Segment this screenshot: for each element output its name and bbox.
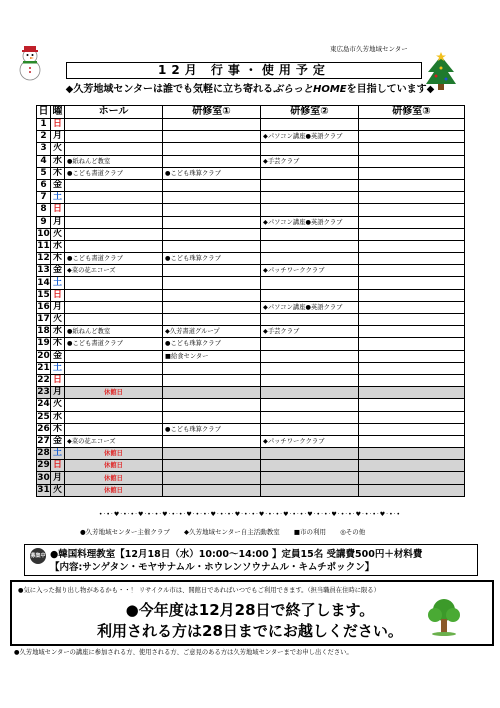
room3-cell <box>359 326 465 338</box>
room2-cell <box>261 119 359 131</box>
room3-cell <box>359 131 465 143</box>
table-row <box>37 216 465 228</box>
recruiting-badge: 募集中 <box>30 548 46 564</box>
tagline-suffix: を目指しています◆ <box>346 84 435 95</box>
room1-cell: ◆久芳書道グループ <box>163 326 261 338</box>
room3-cell <box>359 460 465 472</box>
table-row <box>37 204 465 216</box>
day-number: 27 <box>37 435 50 446</box>
room2-cell <box>261 387 359 399</box>
day-number: 14 <box>37 277 50 288</box>
heart-divider: •·•·♥·•·•·♥·•·•·♥·•·•·♥·•·•·♥·•·•·♥·•·•·♥·•·•·♥·•·•·♥·•·•·♥·•·•·♥·•·•·♥·•·• <box>98 511 402 518</box>
day-number: 19 <box>37 338 50 349</box>
page-title: 12月 行事・使用予定 <box>66 62 422 79</box>
room2-cell: ◆手芸クラブ <box>261 155 359 167</box>
table-row <box>37 435 465 447</box>
hall-cell <box>65 423 163 435</box>
day-number: 23 <box>37 387 50 398</box>
room2-cell <box>261 460 359 472</box>
day-number: 15 <box>37 289 50 300</box>
room1-cell <box>163 265 261 277</box>
snowman-icon <box>14 44 46 82</box>
room2-cell <box>261 314 359 326</box>
recycle-notice: ●気に入った掘り出し物があるかも・・！ リサイクル市は、開館日であればいつでもご利用できます。（担当職員在住時に限る） <box>18 587 380 594</box>
weekday: 土 <box>51 277 65 289</box>
weekday: 土 <box>51 448 65 460</box>
day-number: 30 <box>37 472 50 483</box>
weekday: 火 <box>51 484 65 496</box>
room2-cell <box>261 289 359 301</box>
room2-cell <box>261 472 359 484</box>
room2-cell: ◆手芸クラブ <box>261 326 359 338</box>
room1-cell: ●こども珠算クラブ <box>163 167 261 179</box>
weekday: 水 <box>51 155 65 167</box>
table-row <box>37 192 465 204</box>
table-row <box>37 314 465 326</box>
hall-cell <box>65 350 163 362</box>
hall-cell <box>65 143 163 155</box>
room1-cell: ●こども珠算クラブ <box>163 338 261 350</box>
room1-cell <box>163 314 261 326</box>
room1-cell <box>163 301 261 313</box>
hall-cell: ◆菜の花エコーズ <box>65 265 163 277</box>
day-number: 21 <box>37 362 50 373</box>
legend-item: ●久芳地域センター主催クラブ <box>80 528 170 536</box>
table-row <box>37 253 465 265</box>
weekday: 金 <box>51 350 65 362</box>
table-row <box>37 131 465 143</box>
weekday: 火 <box>51 228 65 240</box>
weekday: 月 <box>51 301 65 313</box>
room3-cell <box>359 435 465 447</box>
room1-cell <box>163 289 261 301</box>
table-row <box>37 460 465 472</box>
hall-cell: ●紙ねんど教室 <box>65 155 163 167</box>
table-row <box>37 411 465 423</box>
tagline <box>0 80 500 95</box>
hall-cell <box>65 216 163 228</box>
table-row <box>37 399 465 411</box>
room3-cell <box>359 216 465 228</box>
room2-cell <box>261 399 359 411</box>
room1-cell <box>163 362 261 374</box>
room1-cell <box>163 228 261 240</box>
hall-cell: 休館日 <box>65 484 163 496</box>
room1-cell <box>163 411 261 423</box>
table-row <box>37 167 465 179</box>
table-row <box>37 289 465 301</box>
room1-cell <box>163 484 261 496</box>
room3-cell <box>359 253 465 265</box>
weekday: 木 <box>51 167 65 179</box>
room2-cell <box>261 253 359 265</box>
table-row <box>37 326 465 338</box>
hall-cell: ●こども書道クラブ <box>65 338 163 350</box>
hall-cell <box>65 119 163 131</box>
table-row <box>37 362 465 374</box>
hall-cell <box>65 374 163 386</box>
room2-cell <box>261 179 359 191</box>
hall-cell: ●紙ねんど教室 <box>65 326 163 338</box>
room1-cell <box>163 374 261 386</box>
day-number: 17 <box>37 314 50 325</box>
room2-cell: ◆パッチワーククラブ <box>261 265 359 277</box>
room3-cell <box>359 204 465 216</box>
room3-cell <box>359 228 465 240</box>
hall-cell <box>65 289 163 301</box>
weekday: 金 <box>51 435 65 447</box>
room3-cell <box>359 484 465 496</box>
room1-cell <box>163 192 261 204</box>
day-number: 28 <box>37 448 50 459</box>
weekday: 火 <box>51 143 65 155</box>
room1-cell <box>163 179 261 191</box>
hall-cell <box>65 192 163 204</box>
day-number: 2 <box>37 131 51 143</box>
hall-cell: 休館日 <box>65 387 163 399</box>
weekday: 月 <box>51 472 65 484</box>
day-number: 6 <box>37 179 51 191</box>
hall-cell: ●こども書道クラブ <box>65 167 163 179</box>
room3-cell <box>359 301 465 313</box>
day-number: 22 <box>37 375 50 386</box>
hall-cell <box>65 411 163 423</box>
hall-cell <box>65 314 163 326</box>
room3-cell <box>359 314 465 326</box>
day-number: 20 <box>37 350 50 361</box>
weekday: 火 <box>51 399 65 411</box>
room2-cell: ◆パソコン講座●英語クラブ <box>261 216 359 228</box>
room3-cell <box>359 374 465 386</box>
weekday: 月 <box>51 216 65 228</box>
table-row <box>37 448 465 460</box>
legend-item: ◆久芳地域センター自主活動教室 <box>184 528 280 536</box>
room3-cell <box>359 155 465 167</box>
weekday: 水 <box>51 411 65 423</box>
table-row <box>37 387 465 399</box>
legend-item: ◎その他 <box>340 528 366 536</box>
tagline-emphasis: ぶらっとHOME <box>272 84 347 95</box>
room3-cell <box>359 265 465 277</box>
day-number: 11 <box>37 240 50 251</box>
header-hall: ホール <box>65 106 163 119</box>
room2-cell: ◆パッチワーククラブ <box>261 435 359 447</box>
hall-cell <box>65 240 163 252</box>
room2-cell <box>261 143 359 155</box>
hall-cell <box>65 399 163 411</box>
room1-cell <box>163 277 261 289</box>
closing-notice: ●今年度は12月28日で終了します。 <box>125 601 375 619</box>
legend-item: ■市の利用 <box>293 528 326 536</box>
room3-cell <box>359 119 465 131</box>
room1-cell <box>163 435 261 447</box>
hall-cell <box>65 301 163 313</box>
room3-cell <box>359 472 465 484</box>
room1-cell <box>163 143 261 155</box>
room2-cell <box>261 204 359 216</box>
table-row <box>37 374 465 386</box>
table-row <box>37 228 465 240</box>
day-number: 1 <box>37 119 51 131</box>
weekday: 火 <box>51 314 65 326</box>
header-room3: 研修室③ <box>359 106 465 119</box>
day-number: 31 <box>37 484 50 495</box>
weekday: 日 <box>51 204 65 216</box>
weekday: 日 <box>51 460 65 472</box>
room2-cell <box>261 423 359 435</box>
weekday: 日 <box>51 119 65 131</box>
weekday: 木 <box>51 253 65 265</box>
weekday: 水 <box>51 326 65 338</box>
room3-cell <box>359 289 465 301</box>
table-row <box>37 484 465 496</box>
room1-cell <box>163 387 261 399</box>
day-number: 3 <box>37 143 51 155</box>
day-number: 4 <box>37 155 51 167</box>
room2-cell <box>261 484 359 496</box>
room2-cell <box>261 374 359 386</box>
organization-name: 東広島市久芳地域センター <box>330 45 408 53</box>
header-room1: 研修室① <box>163 106 261 119</box>
room2-cell <box>261 350 359 362</box>
table-row <box>37 472 465 484</box>
room1-cell <box>163 399 261 411</box>
room1-cell: ●こども珠算クラブ <box>163 253 261 265</box>
room2-cell <box>261 192 359 204</box>
day-number: 18 <box>37 326 50 337</box>
room1-cell <box>163 472 261 484</box>
table-row <box>37 338 465 350</box>
weekday: 金 <box>51 179 65 191</box>
room1-cell <box>163 131 261 143</box>
hall-cell <box>65 204 163 216</box>
tagline-prefix: ◆久芳地域センターは誰でも気軽に立ち寄れる <box>65 84 273 95</box>
hall-cell: 休館日 <box>65 472 163 484</box>
schedule-table <box>36 105 465 497</box>
hall-cell <box>65 362 163 374</box>
room3-cell <box>359 179 465 191</box>
room3-cell <box>359 411 465 423</box>
room1-cell <box>163 155 261 167</box>
day-number: 16 <box>37 301 50 312</box>
weekday: 月 <box>51 387 65 399</box>
room3-cell <box>359 338 465 350</box>
day-number: 7 <box>37 192 51 204</box>
room1-cell <box>163 119 261 131</box>
room2-cell <box>261 411 359 423</box>
hall-cell: 休館日 <box>65 460 163 472</box>
tree-icon <box>426 597 462 637</box>
day-number: 8 <box>37 204 51 216</box>
weekday: 土 <box>51 362 65 374</box>
room1-cell <box>163 216 261 228</box>
room2-cell <box>261 448 359 460</box>
hall-cell <box>65 131 163 143</box>
room3-cell <box>359 167 465 179</box>
room2-cell <box>261 167 359 179</box>
room3-cell <box>359 399 465 411</box>
room2-cell <box>261 277 359 289</box>
weekday: 木 <box>51 423 65 435</box>
table-row <box>37 265 465 277</box>
weekday: 日 <box>51 289 65 301</box>
hall-cell <box>65 179 163 191</box>
weekday: 水 <box>51 240 65 252</box>
room2-cell <box>261 362 359 374</box>
room3-cell <box>359 423 465 435</box>
day-number: 29 <box>37 460 50 471</box>
day-number: 26 <box>37 423 50 434</box>
weekday: 日 <box>51 374 65 386</box>
room3-cell <box>359 350 465 362</box>
table-row <box>37 301 465 313</box>
table-row <box>37 423 465 435</box>
room3-cell <box>359 387 465 399</box>
room1-cell: ●こども珠算クラブ <box>163 423 261 435</box>
day-number: 25 <box>37 411 50 422</box>
table-row <box>37 155 465 167</box>
day-number: 9 <box>37 216 51 228</box>
day-number: 10 <box>37 228 50 239</box>
day-number: 12 <box>37 253 50 264</box>
room3-cell <box>359 277 465 289</box>
room1-cell <box>163 448 261 460</box>
table-row <box>37 119 465 131</box>
hall-cell: 休館日 <box>65 448 163 460</box>
day-number: 5 <box>37 167 51 179</box>
room1-cell <box>163 204 261 216</box>
room2-cell <box>261 240 359 252</box>
hall-cell <box>65 277 163 289</box>
recruit-content: 【内容:サンゲタン・モヤサナムル・ホウレンソウナムル・キムチポックン】 <box>50 562 375 573</box>
weekday: 月 <box>51 131 65 143</box>
hall-cell <box>65 228 163 240</box>
room1-cell <box>163 240 261 252</box>
hall-cell: ●こども書道クラブ <box>65 253 163 265</box>
room2-cell <box>261 228 359 240</box>
room2-cell <box>261 338 359 350</box>
table-row <box>37 277 465 289</box>
header-day: 日 <box>38 106 49 117</box>
header-room2: 研修室② <box>261 106 359 119</box>
hall-cell: ◆菜の花エコーズ <box>65 435 163 447</box>
legend <box>80 527 377 536</box>
room3-cell <box>359 192 465 204</box>
table-row <box>37 143 465 155</box>
table-row <box>37 240 465 252</box>
room2-cell: ◆パソコン講座●英語クラブ <box>261 301 359 313</box>
recruit-title: ●韓国料理教室【12月18日（水）10:00～14:00 】定員15名 受講費500円＋材料費 <box>50 549 423 560</box>
footer-note: ●久芳地域センターの講座に参加される方、使用される方、ご意見のある方は久芳地域センターまでお申し出ください。 <box>14 649 353 656</box>
room3-cell <box>359 240 465 252</box>
table-row <box>37 179 465 191</box>
weekday: 土 <box>51 192 65 204</box>
room2-cell: ◆パソコン講座●英語クラブ <box>261 131 359 143</box>
table-header-row <box>37 106 465 119</box>
table-row <box>37 350 465 362</box>
room3-cell <box>359 143 465 155</box>
room1-cell: ■給食センター <box>163 350 261 362</box>
day-number: 13 <box>37 265 50 276</box>
day-number: 24 <box>37 399 50 410</box>
header-weekday: 曜 <box>52 106 63 117</box>
room3-cell <box>359 448 465 460</box>
weekday: 金 <box>51 265 65 277</box>
room1-cell <box>163 460 261 472</box>
closing-notice-detail: 利用される方は28日までにお越しください。 <box>97 622 403 640</box>
room3-cell <box>359 362 465 374</box>
weekday: 木 <box>51 338 65 350</box>
